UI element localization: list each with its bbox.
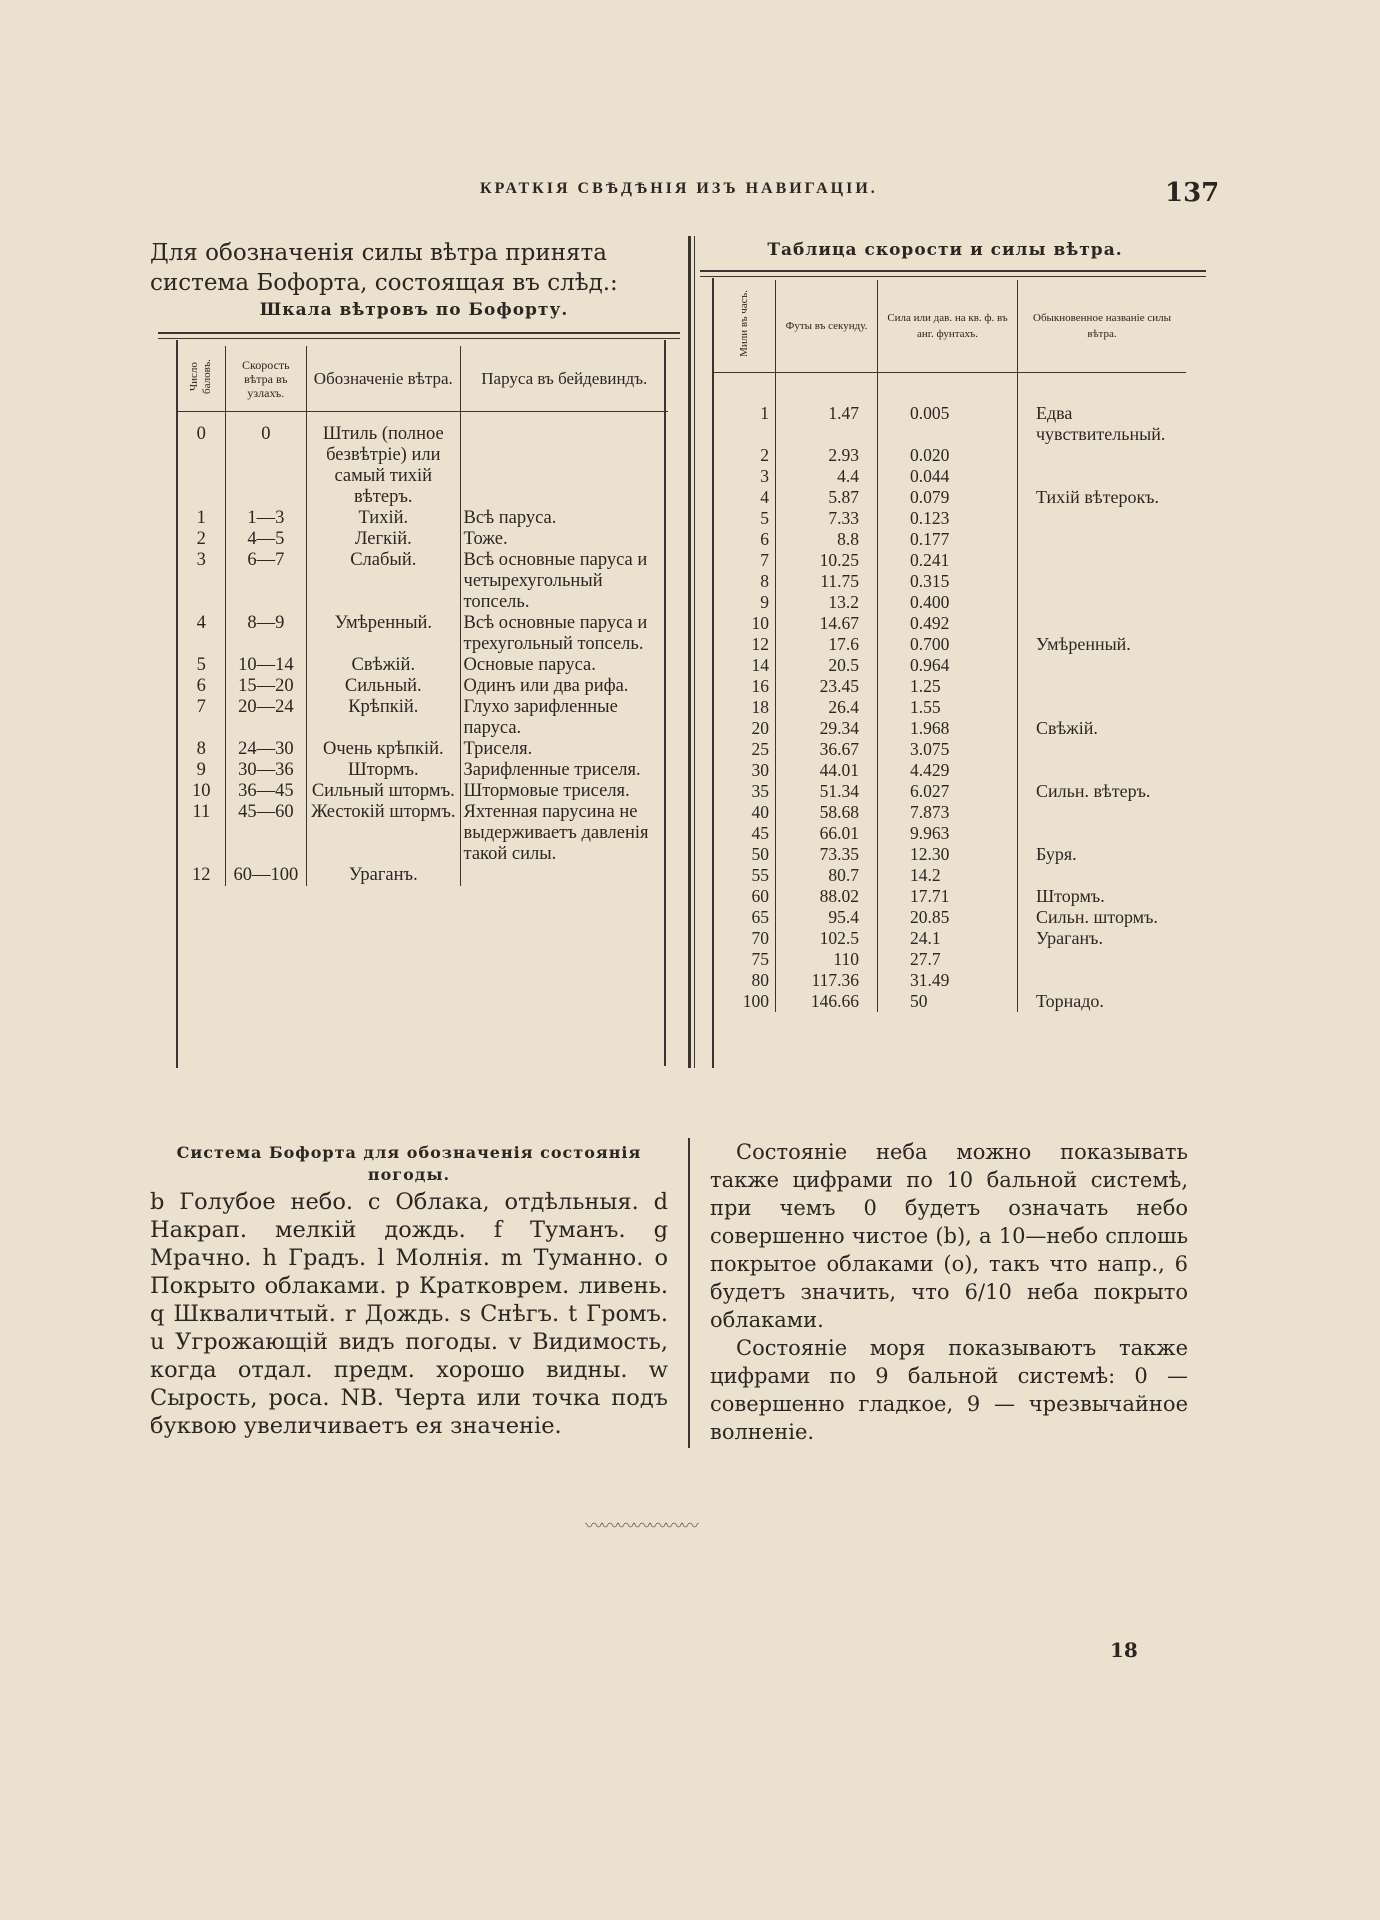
- cell-name: [1018, 655, 1187, 676]
- cell-mi: 18: [714, 697, 776, 718]
- center-divider-2: [694, 236, 695, 1068]
- cell-pr: 0.700: [878, 634, 1018, 655]
- cell-speed: 15—20: [225, 676, 306, 697]
- cell-num: 10: [178, 781, 225, 802]
- cell-pr: 27.7: [878, 949, 1018, 970]
- cell-pr: 0.400: [878, 592, 1018, 613]
- cell-pr: 0.123: [878, 508, 1018, 529]
- cell-num: 6: [178, 676, 225, 697]
- cell-ft: 29.34: [776, 718, 878, 739]
- table-row: [714, 571, 1186, 592]
- cell-speed: 0: [225, 412, 306, 509]
- col-header-speed: Скорость вѣтра въ узлахъ.: [225, 346, 306, 412]
- cell-name: Ураганъ.: [1036, 928, 1103, 948]
- left-table-top-rule-2: [158, 338, 680, 339]
- cell-mi: 30: [714, 760, 776, 781]
- table-row: [714, 844, 1186, 865]
- cell-ft: 8.8: [776, 529, 878, 550]
- cell-name: [1018, 802, 1187, 823]
- cell-ft: 10.25: [776, 550, 878, 571]
- cell-mi: 100: [714, 991, 776, 1012]
- cell-num: 4: [178, 613, 225, 655]
- table-row: [714, 949, 1186, 970]
- cell-mi: 40: [714, 802, 776, 823]
- cell-name: [1018, 697, 1187, 718]
- cell-pr: 6.027: [878, 781, 1018, 802]
- cell-pr: 0.005: [878, 373, 1018, 446]
- cell-pr: 17.71: [878, 886, 1018, 907]
- table-row: [178, 781, 668, 802]
- cell-ft: 146.66: [776, 991, 878, 1012]
- cell-name: [1018, 445, 1187, 466]
- bottom-divider: [688, 1138, 690, 1448]
- table-row: [714, 487, 1186, 508]
- cell-sails: [460, 412, 668, 509]
- cell-pr: 4.429: [878, 760, 1018, 781]
- cell-ft: 51.34: [776, 781, 878, 802]
- cell-sails: Всѣ основные паруса и трехугольный топсель.: [463, 613, 648, 654]
- cell-mi: 9: [714, 592, 776, 613]
- cell-mi: 80: [714, 970, 776, 991]
- cell-mi: 75: [714, 949, 776, 970]
- beaufort-scale-table: [178, 346, 668, 886]
- cell-name: Сильн. штормъ.: [1036, 907, 1158, 927]
- table-row: [178, 865, 668, 886]
- cell-mi: 5: [714, 508, 776, 529]
- table-row: [178, 760, 668, 781]
- cell-name: Сильный.: [307, 676, 460, 697]
- cell-ft: 80.7: [776, 865, 878, 886]
- cell-name: [1018, 760, 1187, 781]
- cell-pr: 0.492: [878, 613, 1018, 634]
- table-row: [714, 823, 1186, 844]
- cell-mi: 20: [714, 718, 776, 739]
- cell-ft: 17.6: [776, 634, 878, 655]
- table-row: [714, 970, 1186, 991]
- cell-ft: 36.67: [776, 739, 878, 760]
- cell-ft: 11.75: [776, 571, 878, 592]
- cell-name: [1018, 466, 1187, 487]
- table-row: [178, 802, 668, 865]
- cell-ft: 7.33: [776, 508, 878, 529]
- table-row: [178, 613, 668, 655]
- cell-pr: 0.315: [878, 571, 1018, 592]
- cell-sails: Триселя.: [463, 739, 533, 759]
- cell-ft: 20.5: [776, 655, 878, 676]
- cell-mi: 3: [714, 466, 776, 487]
- speed-table-title: Таблица скорости и силы вѣтра.: [767, 240, 1123, 260]
- sky-sea-text: [710, 1138, 1188, 1446]
- cell-speed: 60—100: [225, 865, 306, 886]
- table-row: [714, 529, 1186, 550]
- cell-sails: Всѣ паруса.: [463, 508, 557, 528]
- cell-name: [1018, 592, 1187, 613]
- table-row: [714, 373, 1186, 446]
- cell-sails: Яхтенная парусина не выдерживаетъ давленія такой силы.: [463, 802, 649, 864]
- cell-mi: 55: [714, 865, 776, 886]
- cell-ft: 58.68: [776, 802, 878, 823]
- table-row: [714, 445, 1186, 466]
- cell-num: 11: [178, 802, 225, 865]
- table-row: [714, 802, 1186, 823]
- cell-name: Свѣжій.: [307, 655, 460, 676]
- cell-pr: 50: [878, 991, 1018, 1012]
- cell-num: 7: [178, 697, 225, 739]
- cell-sails: Основые паруса.: [463, 655, 596, 675]
- weather-codes-text: b Голубое небо. c Облака, отдѣльныя. d Накрап. мелкій дождь. f Туманъ. g Мрачно. h Градъ. l Молнія. m Туманно. o Покрыто облаками. p Кратковрем. ливень. q Шкваличтый. r Дождь. s Снѣгъ. t Громъ. u Угрожающій видъ погоды. v Видимость, когда отдал. предм. хорошо видны. w Сырость, роса. NB. Черта или точка подъ буквою увеличиваетъ ея значеніе.: [150, 1189, 668, 1439]
- table-row: [714, 907, 1186, 928]
- cell-name: Сильн. вѣтеръ.: [1036, 781, 1151, 801]
- cell-pr: 24.1: [878, 928, 1018, 949]
- table-row: [714, 550, 1186, 571]
- cell-pr: 0.079: [878, 487, 1018, 508]
- table-row: [178, 676, 668, 697]
- ornament-squiggle: 〰〰〰〰〰〰〰: [585, 1516, 697, 1537]
- col-header-name: Обозначеніе вѣтра.: [307, 346, 460, 412]
- cell-mi: 2: [714, 445, 776, 466]
- cell-name: Слабый.: [307, 550, 460, 613]
- cell-name: Штиль (полное безвѣтріе) или самый тихій вѣтеръ.: [307, 412, 460, 509]
- col-header-sails: Паруса въ бейдевиндъ.: [460, 346, 668, 412]
- cell-sails: Зарифленные триселя.: [463, 760, 641, 780]
- cell-num: 1: [178, 508, 225, 529]
- cell-ft: 1.47: [776, 373, 878, 446]
- cell-name: [1018, 823, 1187, 844]
- right-table-top-rule: [700, 270, 1206, 272]
- cell-mi: 7: [714, 550, 776, 571]
- cell-pr: 1.968: [878, 718, 1018, 739]
- cell-mi: 1: [714, 373, 776, 446]
- cell-ft: 110: [776, 949, 878, 970]
- center-divider: [688, 236, 691, 1068]
- cell-speed: 45—60: [225, 802, 306, 865]
- cell-name: Жестокій штормъ.: [307, 802, 460, 865]
- cell-name: Тихій.: [307, 508, 460, 529]
- cell-pr: 12.30: [878, 844, 1018, 865]
- col-header-pressure: Сила или дав. на кв. ф. въ анг. фунтахъ.: [878, 280, 1018, 373]
- cell-pr: 0.177: [878, 529, 1018, 550]
- table-row: [178, 550, 668, 613]
- cell-num: 2: [178, 529, 225, 550]
- cell-name: Легкій.: [307, 529, 460, 550]
- cell-name: [1018, 739, 1187, 760]
- table-row: [178, 697, 668, 739]
- cell-ft: 13.2: [776, 592, 878, 613]
- cell-pr: 1.55: [878, 697, 1018, 718]
- cell-name: [1018, 949, 1187, 970]
- cell-sails: Тоже.: [463, 529, 508, 549]
- cell-ft: 102.5: [776, 928, 878, 949]
- cell-speed: 6—7: [225, 550, 306, 613]
- cell-name: [1018, 613, 1187, 634]
- cell-mi: 60: [714, 886, 776, 907]
- cell-pr: 1.25: [878, 676, 1018, 697]
- cell-ft: 5.87: [776, 487, 878, 508]
- cell-speed: 24—30: [225, 739, 306, 760]
- cell-name: Торнадо.: [1036, 991, 1104, 1011]
- table-row: [714, 508, 1186, 529]
- cell-speed: 30—36: [225, 760, 306, 781]
- table-row: [178, 529, 668, 550]
- table-row: [178, 739, 668, 760]
- cell-name: Сильный штормъ.: [307, 781, 460, 802]
- cell-ft: 26.4: [776, 697, 878, 718]
- cell-pr: 20.85: [878, 907, 1018, 928]
- cell-name: [1018, 529, 1187, 550]
- cell-mi: 65: [714, 907, 776, 928]
- col-header-miles: Мили въ часъ.: [714, 280, 776, 373]
- cell-speed: 8—9: [225, 613, 306, 655]
- cell-num: 9: [178, 760, 225, 781]
- cell-num: 12: [178, 865, 225, 886]
- table-row: [178, 655, 668, 676]
- cell-mi: 35: [714, 781, 776, 802]
- cell-sails: [460, 865, 668, 886]
- table-row: [714, 613, 1186, 634]
- cell-name: [1018, 970, 1187, 991]
- table-row: [714, 634, 1186, 655]
- cell-mi: 4: [714, 487, 776, 508]
- table-row: [714, 886, 1186, 907]
- table-row: [714, 676, 1186, 697]
- cell-pr: 3.075: [878, 739, 1018, 760]
- cell-mi: 50: [714, 844, 776, 865]
- cell-mi: 6: [714, 529, 776, 550]
- table-row: [714, 718, 1186, 739]
- cell-ft: 44.01: [776, 760, 878, 781]
- cell-mi: 12: [714, 634, 776, 655]
- table-row: [714, 739, 1186, 760]
- cell-pr: 0.241: [878, 550, 1018, 571]
- cell-num: 0: [178, 412, 225, 509]
- cell-name: Тихій вѣтерокъ.: [1036, 487, 1159, 507]
- cell-name: Умѣренный.: [1036, 634, 1131, 654]
- cell-sails: Штормовые триселя.: [463, 781, 630, 801]
- table-row: [714, 592, 1186, 613]
- sea-paragraph: Состояніе моря показываютъ также цифрами по 9 бальной системѣ: 0 — совершенно гладкое, 9 — чрезвычайное волненіе.: [710, 1336, 1188, 1444]
- table-row: [714, 760, 1186, 781]
- cell-ft: 73.35: [776, 844, 878, 865]
- cell-ft: 117.36: [776, 970, 878, 991]
- cell-name: [1018, 571, 1187, 592]
- intro-text: Для обозначенія силы вѣтра принята система Бофорта, состоящая въ слѣд.:: [150, 240, 618, 296]
- table-row: [714, 928, 1186, 949]
- cell-name: Штормъ.: [1036, 886, 1105, 906]
- cell-mi: 16: [714, 676, 776, 697]
- cell-pr: 31.49: [878, 970, 1018, 991]
- cell-ft: 95.4: [776, 907, 878, 928]
- cell-mi: 8: [714, 571, 776, 592]
- table-row: [714, 865, 1186, 886]
- table-row: [714, 781, 1186, 802]
- cell-ft: 88.02: [776, 886, 878, 907]
- cell-pr: 9.963: [878, 823, 1018, 844]
- cell-speed: 20—24: [225, 697, 306, 739]
- cell-pr: 0.020: [878, 445, 1018, 466]
- table-row: [178, 508, 668, 529]
- col-header-wind-name: Обыкновенное названіе силы вѣтра.: [1018, 280, 1187, 373]
- running-header: КРАТКІЯ СВѢДѢНІЯ ИЗЪ НАВИГАЦІИ.: [480, 180, 878, 197]
- wind-speed-table: [714, 280, 1186, 1012]
- cell-num: 8: [178, 739, 225, 760]
- cell-speed: 1—3: [225, 508, 306, 529]
- cell-name: Свѣжій.: [1036, 718, 1098, 738]
- cell-mi: 45: [714, 823, 776, 844]
- cell-name: [1018, 865, 1187, 886]
- cell-sails: Глухо зарифленные паруса.: [463, 697, 618, 738]
- cell-sails: Одинъ или два рифа.: [463, 676, 629, 696]
- cell-name: Штормъ.: [307, 760, 460, 781]
- cell-name: Крѣпкій.: [307, 697, 460, 739]
- cell-pr: 14.2: [878, 865, 1018, 886]
- table-row: [714, 697, 1186, 718]
- cell-name: Едва чувствительный.: [1036, 403, 1166, 444]
- cell-pr: 0.964: [878, 655, 1018, 676]
- cell-name: [1018, 508, 1187, 529]
- cell-mi: 25: [714, 739, 776, 760]
- cell-name: Буря.: [1036, 844, 1077, 864]
- cell-num: 5: [178, 655, 225, 676]
- cell-name: [1018, 550, 1187, 571]
- table-row: [714, 991, 1186, 1012]
- cell-pr: 0.044: [878, 466, 1018, 487]
- sky-paragraph: Состояніе неба можно показывать также цифрами по 10 бальной системѣ, при чемъ 0 будетъ означать небо совершенно чистое (b), а 10—небо сплошь покрытое облаками (o), такъ что напр., 6 будетъ значить, что 6/10 неба покрыто облаками.: [710, 1140, 1188, 1332]
- cell-speed: 4—5: [225, 529, 306, 550]
- cell-pr: 7.873: [878, 802, 1018, 823]
- cell-sails: Всѣ основные паруса и четырехугольный топсель.: [463, 550, 648, 612]
- table-row: [714, 466, 1186, 487]
- cell-mi: 10: [714, 613, 776, 634]
- cell-name: Ураганъ.: [307, 865, 460, 886]
- left-table-top-rule: [158, 332, 680, 334]
- cell-speed: 36—45: [225, 781, 306, 802]
- right-table-top-rule-2: [700, 276, 1206, 277]
- cell-speed: 10—14: [225, 655, 306, 676]
- col-header-feet: Футы въ секунду.: [776, 280, 878, 373]
- cell-name: [1018, 676, 1187, 697]
- page-number: 137: [1165, 178, 1220, 208]
- beaufort-scale-caption: Шкала вѣтровъ по Бофорту.: [259, 300, 569, 320]
- col-header-num: Число баловъ.: [178, 346, 225, 412]
- cell-num: 3: [178, 550, 225, 613]
- cell-name: Умѣренный.: [307, 613, 460, 655]
- cell-ft: 4.4: [776, 466, 878, 487]
- cell-ft: 23.45: [776, 676, 878, 697]
- cell-ft: 66.01: [776, 823, 878, 844]
- signature-number: 18: [1110, 1638, 1138, 1662]
- cell-ft: 2.93: [776, 445, 878, 466]
- cell-mi: 14: [714, 655, 776, 676]
- cell-name: Очень крѣпкій.: [307, 739, 460, 760]
- weather-system-title: Система Бофорта для обозначенія состоянія погоды.: [176, 1143, 642, 1184]
- cell-mi: 70: [714, 928, 776, 949]
- table-row: [714, 655, 1186, 676]
- cell-ft: 14.67: [776, 613, 878, 634]
- table-row: [178, 412, 668, 509]
